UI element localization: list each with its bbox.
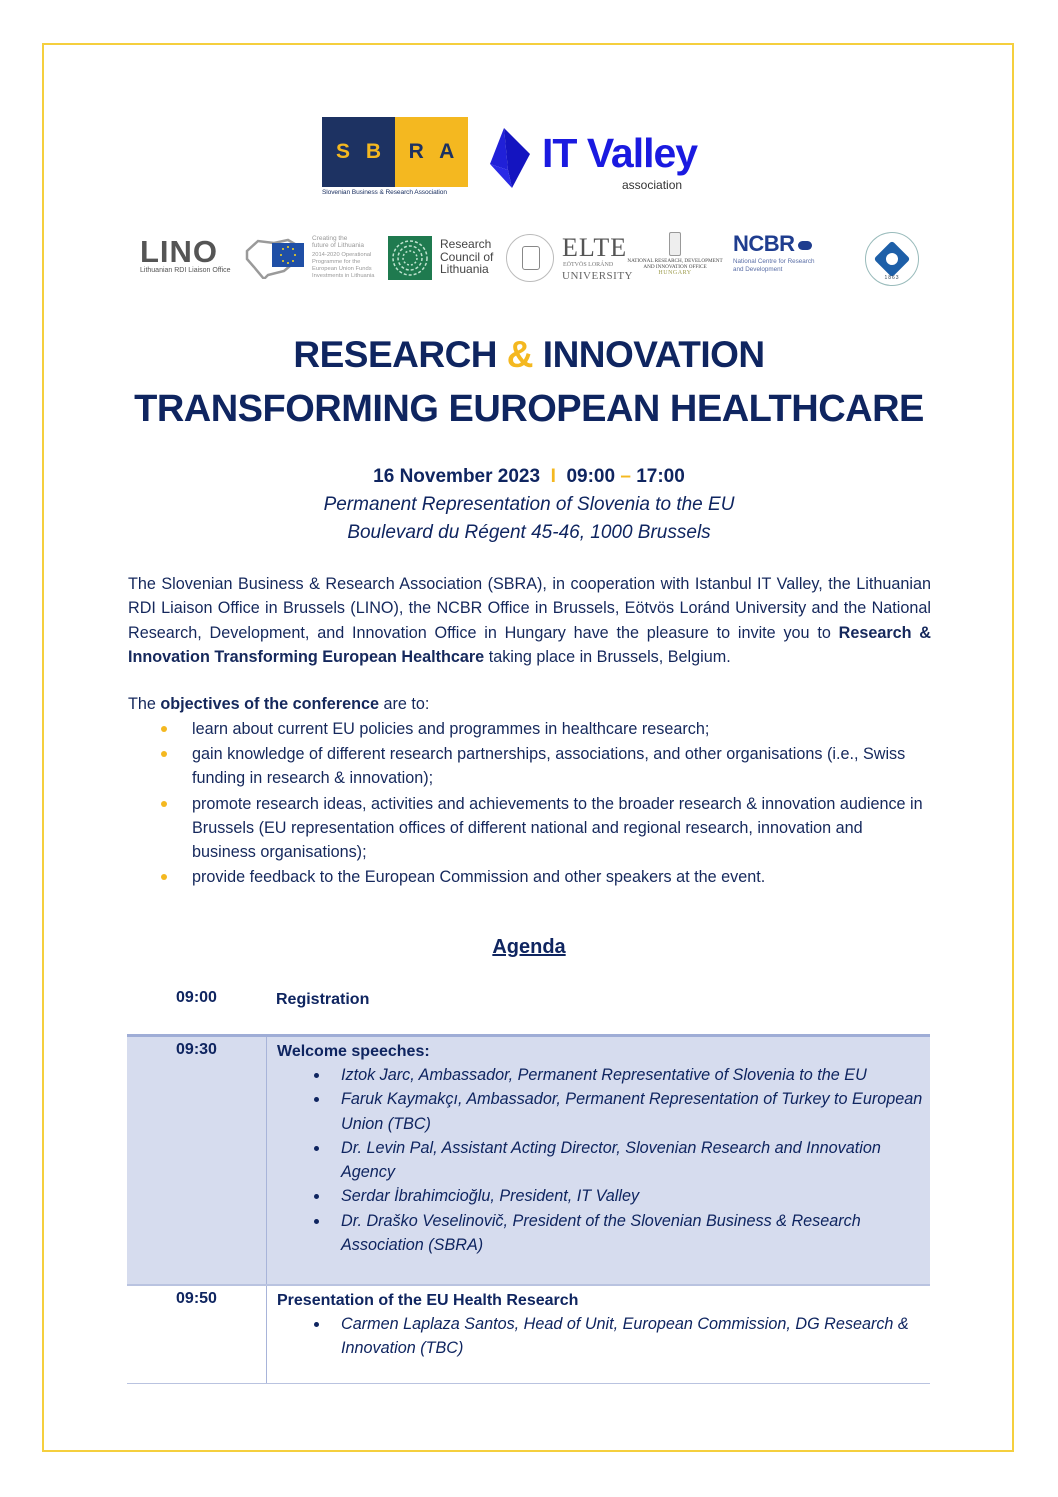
- lino-word: LINO: [140, 234, 219, 269]
- agenda-time: 09:30: [176, 1041, 217, 1058]
- title-research: RESEARCH: [293, 334, 507, 375]
- date-separator: I: [550, 466, 556, 487]
- lt-line1: Creating the: [312, 235, 348, 242]
- sbra-logo: [322, 117, 468, 199]
- event-address: Boulevard du Régent 45-46, 1000 Brussels: [347, 522, 711, 543]
- title-innovation: INNOVATION: [533, 334, 765, 375]
- intro-event-name: Research & Innovation Transforming European Healthcare: [128, 623, 931, 666]
- agenda-heading: Welcome speeches:: [277, 1043, 430, 1060]
- objectives-lead-a: The: [128, 695, 161, 713]
- speaker-item: [277, 1209, 930, 1258]
- time-dash: –: [620, 466, 631, 487]
- lt-line5: European Union Funds: [312, 266, 372, 272]
- sbra-letter-b: B: [365, 140, 382, 163]
- bogazici-emblem-icon: [874, 241, 911, 278]
- bogazici-year: 1863: [884, 275, 900, 281]
- agenda-row: [127, 1284, 930, 1384]
- objective-text: provide feedback to the European Commission and other speakers at the event.: [192, 868, 766, 887]
- rcl-line1: Research: [440, 237, 492, 251]
- event-date: 16 November 2023: [373, 466, 541, 487]
- speaker-item: [277, 1136, 930, 1185]
- lt-line2: future of Lithuania: [312, 242, 365, 249]
- event-venue: Permanent Representation of Slovenia to the EU: [323, 494, 735, 515]
- agenda-heading: Presentation of the EU Health Research: [277, 1292, 579, 1309]
- sbra-letter-s: S: [335, 140, 350, 163]
- speaker-text: Carmen Laplaza Santos, Head of Unit, European Commission, DG Research & Innovation (TBC): [341, 1315, 909, 1358]
- ncbr-line1: National Centre for Research: [733, 258, 815, 265]
- lt-line3: 2014-2020 Operational: [312, 252, 372, 258]
- speaker-list: [277, 1312, 930, 1361]
- lithuania-eu-funds-logo: [244, 235, 379, 283]
- objective-item: [128, 742, 931, 790]
- it-valley-logo: [486, 126, 731, 194]
- speaker-text: Dr. Draško Veselinovič, President of the Slovenian Business & Research Association (SBRA): [341, 1211, 861, 1255]
- bullet-icon: [314, 1146, 319, 1151]
- objective-item: [128, 792, 931, 865]
- speaker-text: Serdar İbrahimcioğlu, President, IT Valley: [341, 1187, 640, 1206]
- elte-sub1: EÖTVÖS LORÁND: [563, 262, 614, 268]
- event-time-start: 09:00: [566, 466, 616, 487]
- it-valley-mark-icon: [486, 126, 536, 190]
- intro-text-a: The Slovenian Business & Research Association (SBRA), in cooperation with Istanbul IT Valley, the Lithuanian RDI Liaison Office in Brussels (LINO), the NCBR Office in Brussels, Eötvös Loránd University and the National Research, Development, and Innovation Office in Hungary have the pleasure to invite you to: [128, 575, 931, 642]
- ncbr-line2: and Development: [733, 265, 783, 273]
- hungary-crest-icon: [669, 232, 681, 256]
- bullet-icon: [314, 1097, 319, 1102]
- lt-line4: Programme for the: [312, 259, 361, 265]
- lino-subtitle: Lithuanian RDI Liaison Office: [140, 267, 231, 274]
- objective-text: promote research ideas, activities and achievements to the broader research & innovation audience in Brussels (EU representation offices of different national and regional research, innovation and business organisations);: [192, 794, 923, 862]
- objectives-lead-b: are to:: [379, 695, 430, 713]
- elte-word: ELTE: [562, 233, 628, 262]
- intro-text-b: taking place in Brussels, Belgium.: [484, 647, 731, 666]
- event-date-time: [0, 466, 1058, 488]
- objectives-lead: [128, 692, 931, 716]
- event-time-end: 17:00: [636, 466, 685, 487]
- speaker-item: [277, 1312, 930, 1361]
- title-ampersand: &: [506, 334, 534, 375]
- bogazici-university-logo: [865, 232, 919, 286]
- elte-seal-icon: [506, 234, 554, 282]
- bullet-icon: [314, 1219, 319, 1224]
- objectives-list: [128, 717, 931, 889]
- speaker-text: Iztok Jarc, Ambassador, Permanent Representative of Slovenia to the EU: [341, 1066, 867, 1084]
- bullet-icon: [161, 801, 167, 807]
- agenda-time: 09:00: [176, 989, 217, 1006]
- nkfih-logo: [627, 232, 723, 284]
- speaker-item: [277, 1063, 930, 1087]
- page-title-line-2: TRANSFORMING EUROPEAN HEALTHCARE: [134, 388, 924, 430]
- bullet-icon: [314, 1073, 319, 1078]
- bullet-icon: [161, 874, 167, 880]
- bullet-icon: [161, 726, 167, 732]
- sbra-letter-r: R: [408, 140, 424, 163]
- rcl-emblem-icon: [388, 236, 432, 280]
- speaker-text: Faruk Kaymakçı, Ambassador, Permanent Representation of Turkey to European Union (TBC): [341, 1090, 923, 1133]
- eu-flag-icon: [272, 243, 304, 267]
- sbra-letter-a: A: [439, 140, 455, 163]
- nkfih-line2: AND INNOVATION OFFICE: [643, 264, 707, 270]
- it-valley-subtitle: association: [622, 178, 683, 192]
- speaker-list: [277, 1063, 930, 1257]
- agenda-time: 09:50: [176, 1290, 217, 1307]
- nkfih-line1: NATIONAL RESEARCH, DEVELOPMENT: [627, 258, 723, 264]
- objective-item: [128, 865, 931, 889]
- objective-text: gain knowledge of different research partnerships, associations, and other organisations (i.e., Swiss funding in research & innovation);: [192, 745, 906, 788]
- bullet-icon: [161, 751, 167, 757]
- objective-item: [128, 717, 931, 741]
- page-title-line-1: [0, 334, 1058, 376]
- speaker-item: [277, 1087, 930, 1136]
- lino-logo: [140, 236, 231, 274]
- it-valley-title: IT Valley: [542, 130, 698, 176]
- nkfih-line3: HUNGARY: [658, 270, 692, 276]
- bullet-icon: [314, 1322, 319, 1327]
- elte-sub2: UNIVERSITY: [562, 270, 633, 282]
- sbra-caption: Slovenian Business & Research Association: [322, 189, 447, 196]
- speaker-text: Dr. Levin Pal, Assistant Acting Director, Slovenian Research and Innovation Agency: [341, 1138, 881, 1182]
- agenda-row: [127, 1034, 930, 1284]
- objective-text: learn about current EU policies and programmes in healthcare research;: [192, 720, 710, 738]
- speaker-item: [277, 1184, 930, 1208]
- agenda-table: [127, 985, 930, 1384]
- objectives-section: [128, 692, 931, 889]
- agenda-row: [127, 985, 930, 1034]
- ncbr-mark-icon: [798, 241, 812, 250]
- intro-paragraph: [128, 572, 931, 669]
- lt-line6: Investments in Lithuania: [312, 273, 375, 279]
- objectives-lead-bold: objectives of the conference: [160, 695, 380, 713]
- agenda-title: Agenda: [492, 936, 566, 958]
- rcl-line2: Council of: [440, 249, 494, 264]
- agenda-heading: Registration: [276, 991, 370, 1008]
- ncbr-word: NCBR: [733, 231, 795, 256]
- ncbr-logo: [733, 233, 815, 273]
- rcl-line3: Lithuania: [440, 262, 489, 276]
- bullet-icon: [314, 1194, 319, 1199]
